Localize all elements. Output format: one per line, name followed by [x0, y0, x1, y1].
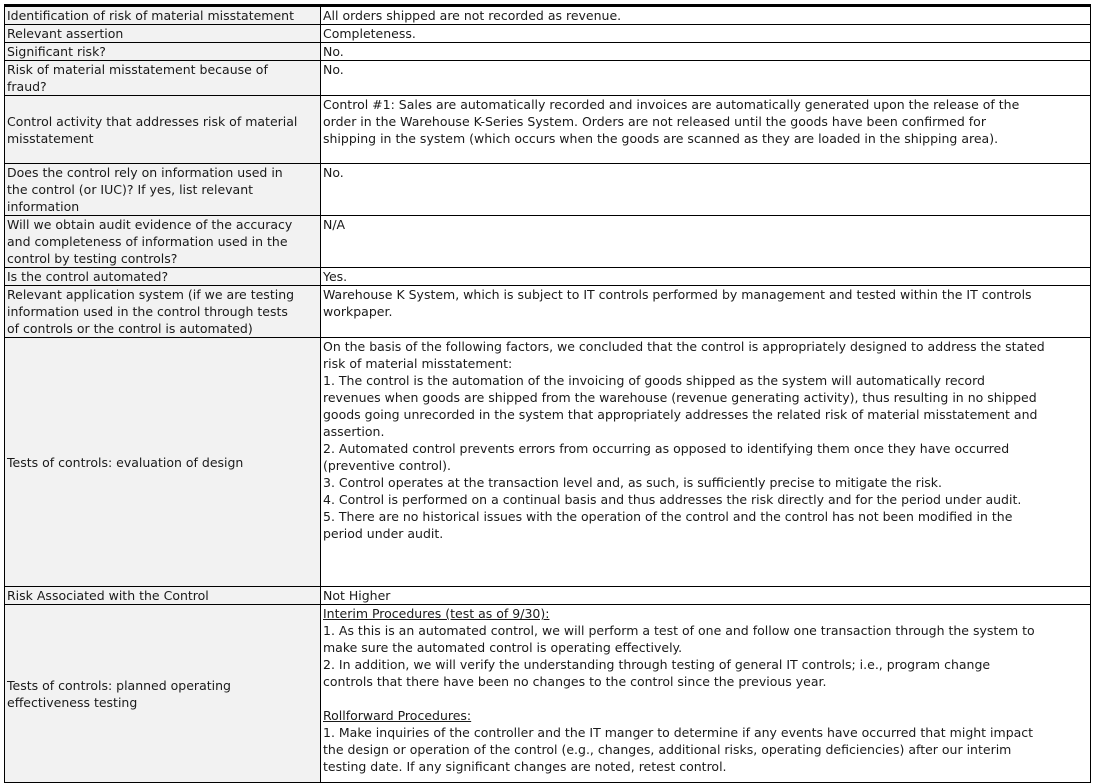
row-significant-risk — [5, 43, 1091, 61]
row-label-line: misstatement — [7, 130, 94, 146]
row-control-automated — [5, 268, 1091, 286]
row-relevant-assertion — [5, 25, 1091, 43]
row-risk-identification — [5, 6, 1091, 25]
row-label-line: of controls or the control is automated) — [7, 321, 253, 336]
row-label-line: Risk of material misstatement because of — [7, 62, 268, 77]
row-value-line: Control #1: Sales are automatically recorded and invoices are automatically generated upon the release of the — [323, 97, 1020, 112]
row-label-line: Does the control rely on information used in — [7, 165, 283, 180]
label-cell — [5, 96, 321, 164]
row-label-line: Control activity that addresses risk of material — [7, 113, 298, 129]
row-value-line: make sure the automated control is operating effectively. — [323, 640, 683, 655]
label-cell — [5, 587, 321, 605]
row-value: Yes. — [323, 269, 348, 284]
row-value: No. — [323, 165, 344, 180]
row-label: Relevant assertion — [7, 26, 124, 41]
row-value: All orders shipped are not recorded as revenue. — [323, 8, 622, 23]
row-label: Significant risk? — [7, 44, 106, 59]
value-cell — [321, 587, 1091, 605]
row-value: Completeness. — [323, 26, 416, 41]
row-label-line: information — [7, 199, 80, 214]
label-cell — [5, 605, 321, 783]
value-cell — [321, 43, 1091, 61]
row-value-line: 2. Automated control prevents errors from occurring as opposed to identifying them once they have occurred — [323, 441, 1010, 456]
label-cell — [5, 286, 321, 338]
row-value-line: On the basis of the following factors, we concluded that the control is appropriately designed to address the stated — [323, 339, 1045, 354]
row-design-evaluation — [5, 338, 1091, 587]
row-operating-effectiveness — [5, 605, 1091, 783]
row-value-line: the design or operation of the control (e.g., changes, additional risks, operating deficiencies) after our interim — [323, 742, 1012, 757]
row-value-line: order in the Warehouse K-Series System. Orders are not released until the goods have been confirmed for — [323, 114, 986, 129]
value-cell — [321, 216, 1091, 268]
row-label-line: the control (or IUC)? If yes, list relevant — [7, 182, 254, 197]
label-cell — [5, 43, 321, 61]
row-iuc-reliance — [5, 164, 1091, 216]
row-label-line: and completeness of information used in the — [7, 234, 288, 249]
row-label-line: fraud? — [7, 79, 47, 94]
row-value-line: (preventive control). — [323, 458, 451, 473]
row-application-system — [5, 286, 1091, 338]
row-value: No. — [323, 44, 344, 59]
row-value-line: assertion. — [323, 424, 385, 439]
row-value-line: 1. The control is the automation of the invoicing of goods shipped as the system will automatically record — [323, 373, 985, 388]
row-value-line: 2. In addition, we will verify the understanding through testing of general IT controls; i.e., program change — [323, 657, 991, 672]
row-value-line: controls that there have been no changes to the control since the previous year. — [323, 674, 827, 689]
row-label-line: Will we obtain audit evidence of the accuracy — [7, 217, 293, 232]
value-cell — [321, 6, 1091, 25]
label-cell — [5, 338, 321, 587]
row-risk-associated — [5, 587, 1091, 605]
row-label-line: information used in the control through tests — [7, 304, 288, 319]
row-audit-evidence — [5, 216, 1091, 268]
row-value-line: 1. Make inquiries of the controller and the IT manger to determine if any events have occurred that might impact — [323, 725, 1034, 740]
label-cell — [5, 6, 321, 25]
row-fraud-risk — [5, 61, 1091, 96]
value-cell — [321, 25, 1091, 43]
risk-control-worksheet — [4, 4, 1091, 783]
row-value-line: 4. Control is performed on a continual basis and thus addresses the risk directly and for the period under audit. — [323, 492, 1022, 507]
row-value: No. — [323, 62, 344, 77]
spacer — [323, 690, 1090, 707]
row-value-line: 5. There are no historical issues with the operation of the control and the control has not been modified in the — [323, 509, 1013, 524]
row-value-line: testing date. If any significant changes are noted, retest control. — [323, 759, 727, 774]
row-value: N/A — [323, 217, 346, 232]
row-value-line: Warehouse K System, which is subject to IT controls performed by management and tested within the IT controls — [323, 287, 1032, 302]
value-cell — [321, 268, 1091, 286]
row-value-line: period under audit. — [323, 526, 444, 541]
row-value-line: 3. Control operates at the transaction level and, as such, is sufficiently precise to mitigate the risk. — [323, 475, 943, 490]
label-cell — [5, 268, 321, 286]
label-cell — [5, 61, 321, 96]
row-value-line: revenues when goods are shipped from the warehouse (revenue generating activity), thus resulting in no shipped — [323, 390, 1037, 405]
row-label-line: Tests of controls: planned operating — [7, 677, 231, 693]
row-value-line: shipping in the system (which occurs when the goods are scanned as they are loaded in the shipping area). — [323, 131, 999, 146]
row-label-line: control by testing controls? — [7, 251, 178, 266]
value-cell — [321, 338, 1091, 587]
value-cell — [321, 286, 1091, 338]
value-cell — [321, 164, 1091, 216]
row-label-line: effectiveness testing — [7, 694, 138, 710]
rollforward-procedures-heading: Rollforward Procedures: — [323, 708, 472, 723]
label-cell — [5, 164, 321, 216]
row-label: Tests of controls: evaluation of design — [7, 454, 244, 470]
row-value-line: 1. As this is an automated control, we will perform a test of one and follow one transaction through the system to — [323, 623, 1035, 638]
row-value-line: workpaper. — [323, 304, 393, 319]
row-value: Not Higher — [323, 588, 391, 603]
row-control-activity — [5, 96, 1091, 164]
value-cell — [321, 96, 1091, 164]
row-label-line: Relevant application system (if we are testing — [7, 287, 295, 302]
value-cell — [321, 605, 1091, 783]
row-label: Risk Associated with the Control — [7, 588, 209, 603]
label-cell — [5, 216, 321, 268]
row-value-line: goods going unrecorded in the system that appropriately addresses the related risk of material misstatement and — [323, 407, 1038, 422]
interim-procedures-heading: Interim Procedures (test as of 9/30): — [323, 606, 550, 621]
row-value-line: risk of material misstatement: — [323, 356, 513, 371]
row-label: Is the control automated? — [7, 269, 169, 284]
row-label: Identification of risk of material misstatement — [7, 8, 294, 23]
label-cell — [5, 25, 321, 43]
value-cell — [321, 61, 1091, 96]
